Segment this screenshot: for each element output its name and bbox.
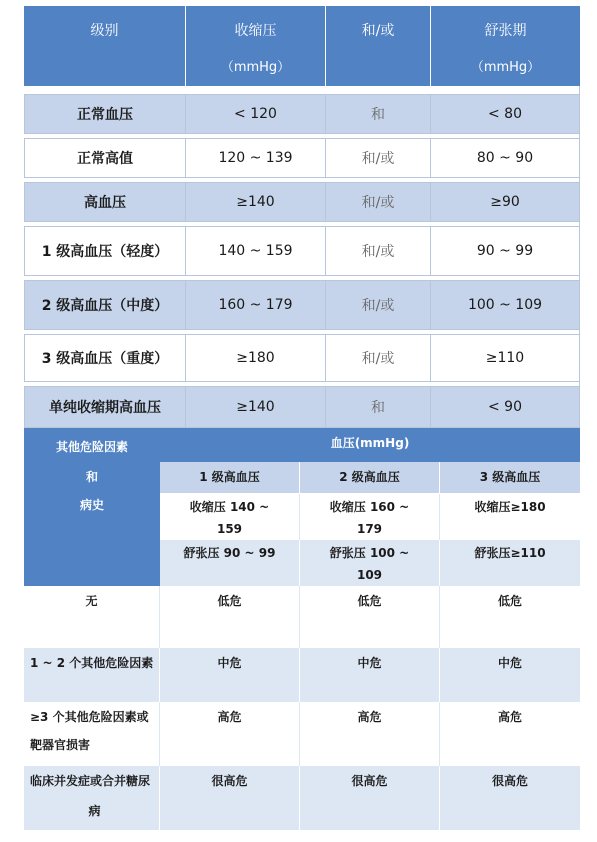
risk-factor-cell	[24, 702, 160, 766]
risk-level-cell	[440, 702, 580, 766]
systolic-range-line1: 收缩压≥180	[474, 500, 546, 514]
systolic-cell: ≥140	[186, 386, 326, 428]
systolic-range-cell	[160, 494, 300, 540]
level-cell: 单纯收缩期高血压	[24, 386, 186, 428]
risk-level-cell	[160, 586, 300, 648]
level-cell: 1 级高血压（轻度）	[24, 226, 186, 276]
table-row	[24, 182, 580, 222]
grade-label: 2 级高血压	[339, 470, 400, 484]
grade-header	[300, 462, 440, 494]
systolic-range-line1: 收缩压 140 ~	[189, 500, 270, 514]
risk-factor-cell	[24, 586, 160, 648]
risk-level-cell	[160, 648, 300, 702]
table-row	[24, 334, 580, 382]
risk-level-cell	[300, 766, 440, 830]
conjunction-cell: 和/或	[326, 182, 431, 222]
diastolic-cell: < 80	[431, 94, 580, 134]
conjunction-cell: 和	[326, 94, 431, 134]
table-row	[24, 386, 580, 428]
risk-factor-line2: 病	[88, 804, 101, 818]
header-conjunction	[326, 6, 431, 86]
bp-classification-table	[24, 6, 580, 418]
risk-factor-label: 无	[85, 594, 98, 608]
diastolic-cell: 80 ~ 90	[431, 138, 580, 178]
systolic-cell: ≥180	[186, 334, 326, 382]
conjunction-cell: 和/或	[326, 226, 431, 276]
corner-line-1: 其他危险因素	[55, 440, 128, 454]
diastolic-range-cell	[440, 540, 580, 586]
risk-level-cell	[300, 648, 440, 702]
risk-level-label: 中危	[217, 656, 242, 670]
risk-factor-line1: 临床并发症或合并糖尿	[30, 774, 151, 788]
diastolic-cell: 100 ~ 109	[431, 280, 580, 330]
risk-factor-label: 1 ~ 2 个其他危险因素	[30, 656, 154, 670]
diastolic-range-line2: 109	[356, 568, 383, 582]
conjunction-cell: 和/或	[326, 334, 431, 382]
header-diastolic-unit: （mmHg）	[470, 60, 541, 75]
grade-header	[160, 462, 300, 494]
risk-level-cell	[440, 648, 580, 702]
level-cell: 高血压	[24, 182, 186, 222]
risk-level-label: 中危	[497, 656, 522, 670]
systolic-range-line1: 收缩压 160 ~	[329, 500, 410, 514]
header-systolic-unit: （mmHg）	[220, 60, 291, 75]
header-level-label: 级别	[90, 23, 119, 39]
grade-header	[440, 462, 580, 494]
diastolic-range-line1: 舒张压 90 ~ 99	[183, 546, 276, 560]
grade-label: 1 级高血压	[199, 470, 260, 484]
level-cell: 正常血压	[24, 94, 186, 134]
risk-level-label: 中危	[357, 656, 382, 670]
risk-level-label: 很高危	[211, 774, 248, 788]
risk-level-label: 低危	[217, 594, 242, 608]
risk-level-label: 高危	[497, 710, 522, 724]
bp-header-label: 血压(mmHg)	[330, 436, 410, 450]
conjunction-cell: 和/或	[326, 280, 431, 330]
corner-header	[24, 428, 160, 586]
risk-level-label: 很高危	[491, 774, 528, 788]
risk-level-cell	[300, 702, 440, 766]
risk-level-cell	[160, 702, 300, 766]
bp-header	[160, 428, 580, 462]
systolic-cell: 160 ~ 179	[186, 280, 326, 330]
risk-factor-cell	[24, 648, 160, 702]
systolic-range-cell	[300, 494, 440, 540]
risk-level-label: 低危	[497, 594, 522, 608]
risk-factor-line1: ≥3 个其他危险因素或	[30, 710, 149, 724]
header-conjunction-label: 和/或	[361, 23, 395, 39]
risk-level-cell	[440, 586, 580, 648]
risk-stratification-table	[24, 428, 580, 832]
systolic-range-line2: 179	[356, 522, 383, 536]
risk-factor-cell	[24, 766, 160, 830]
header-systolic-label: 收缩压	[234, 23, 277, 39]
systolic-cell: < 120	[186, 94, 326, 134]
corner-line-3: 病史	[79, 498, 104, 512]
table-row	[24, 226, 580, 276]
diastolic-cell: < 90	[431, 386, 580, 428]
header-level	[24, 6, 186, 86]
grade-label: 3 级高血压	[479, 470, 541, 484]
risk-level-cell	[300, 586, 440, 648]
bp-table-header-row	[24, 6, 580, 86]
risk-level-label: 高危	[217, 710, 242, 724]
table-row	[24, 138, 580, 178]
header-diastolic-label: 舒张期	[484, 23, 527, 39]
diastolic-range-line1: 舒张压 100 ~	[329, 546, 410, 560]
header-systolic	[186, 6, 326, 86]
systolic-range-cell	[440, 494, 580, 540]
level-cell: 3 级高血压（重度）	[24, 334, 186, 382]
risk-level-cell	[440, 766, 580, 830]
risk-level-cell	[160, 766, 300, 830]
conjunction-cell: 和/或	[326, 138, 431, 178]
corner-line-2: 和	[85, 470, 98, 484]
diastolic-range-cell	[160, 540, 300, 586]
level-cell: 正常高值	[24, 138, 186, 178]
diastolic-cell: ≥90	[431, 182, 580, 222]
header-diastolic	[431, 6, 580, 86]
table-row	[24, 280, 580, 330]
systolic-cell: ≥140	[186, 182, 326, 222]
risk-level-label: 很高危	[351, 774, 388, 788]
table-row	[24, 94, 580, 134]
diastolic-cell: ≥110	[431, 334, 580, 382]
conjunction-cell: 和	[326, 386, 431, 428]
diastolic-range-cell	[300, 540, 440, 586]
risk-level-label: 高危	[357, 710, 382, 724]
systolic-cell: 120 ~ 139	[186, 138, 326, 178]
systolic-cell: 140 ~ 159	[186, 226, 326, 276]
diastolic-range-line1: 舒张压≥110	[474, 546, 546, 560]
diastolic-cell: 90 ~ 99	[431, 226, 580, 276]
risk-factor-line2: 靶器官损害	[30, 738, 91, 752]
systolic-range-line2: 159	[216, 522, 243, 536]
risk-level-label: 低危	[357, 594, 382, 608]
level-cell: 2 级高血压（中度）	[24, 280, 186, 330]
